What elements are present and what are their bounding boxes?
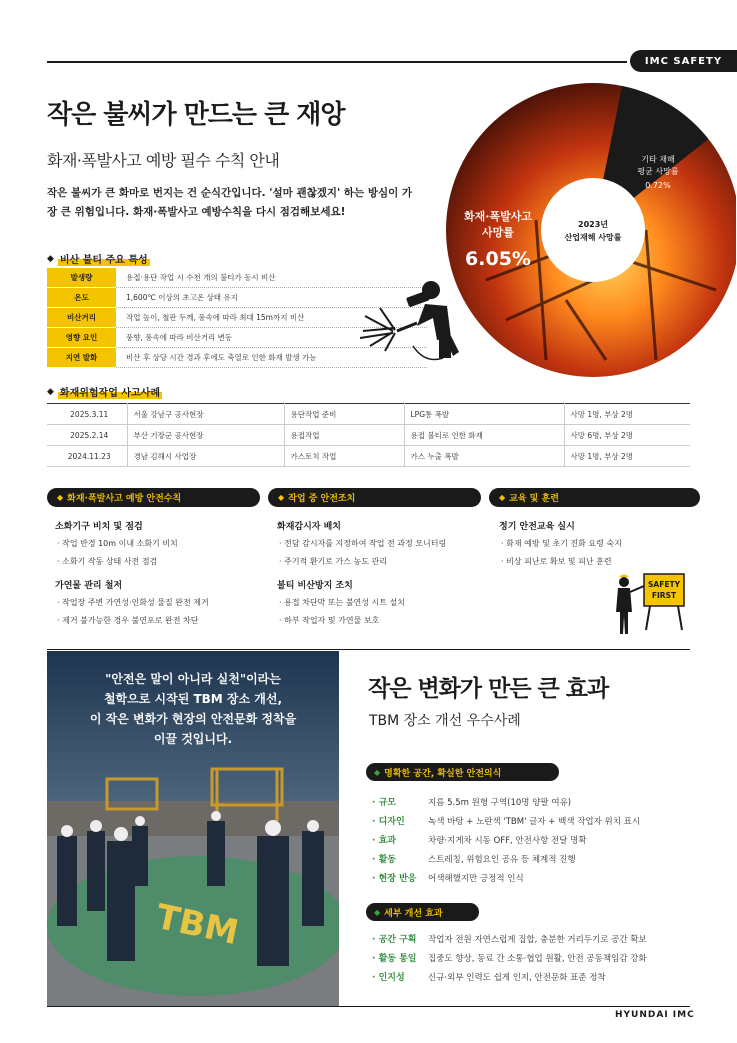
svg-text:SAFETY: SAFETY	[648, 580, 680, 589]
work-safety-pill: ◆ 작업 중 안전조치	[268, 488, 481, 507]
section-divider	[47, 649, 690, 650]
group-title: 화재감시자 배치	[277, 522, 341, 532]
svg-text:FIRST: FIRST	[651, 591, 677, 600]
table-row: 2024.11.23 경남 김해시 사업장 가스토치 작업 가스 누출 폭발 사망 1명, 부상 2명	[47, 446, 690, 467]
brand-tag: IMC SAFETY	[630, 50, 737, 72]
diamond-icon: ◆	[374, 907, 381, 917]
header-rule	[47, 61, 627, 63]
spark-heading: ◆ 비산 불티 주요 특성	[47, 251, 150, 266]
footer-brand: HYUNDAI IMC	[615, 1010, 695, 1020]
cases-table	[47, 403, 690, 467]
list-item: · 하부 작업자 및 가연물 보호	[279, 616, 380, 625]
safety-trainer-icon	[610, 572, 690, 634]
group-title: 정기 안전교육 실시	[499, 522, 575, 532]
fire-death-rate-pie	[446, 70, 736, 380]
section2-pill: ◆ 세부 개선 효과	[366, 903, 479, 921]
tbm-photo	[47, 651, 339, 1006]
section1-list	[372, 792, 640, 887]
svg-text:6.05%: 6.05%	[465, 248, 531, 270]
list-item: · 활동 통일 집중도 향상, 동료 간 소통·협업 원활, 안전 공동책임감 강화	[372, 953, 647, 964]
bottom-title: 작은 변화가 만든 큰 효과	[368, 676, 609, 702]
table-row: 영향 요인 풍향, 풍속에 따라 비산거리 변동	[47, 328, 427, 348]
list-item: · 작업 반경 10m 이내 소화기 비치	[57, 539, 178, 548]
group-title: 소화기구 비치 및 점검	[55, 522, 143, 532]
footer-rule	[47, 1006, 690, 1007]
training-pill: ◆ 교육 및 훈련	[489, 488, 700, 507]
table-row: 비산거리 작업 높이, 철판 두께, 풍속에 따라 최대 15m까지 비산	[47, 308, 427, 328]
list-item: · 활동 스트레칭, 위험요인 공유 등 체계적 진행	[372, 854, 576, 865]
page-title: 작은 불씨가 만드는 큰 재앙	[47, 100, 345, 130]
table-row: 2025.3.11 서울 강남구 공사현장 용단작업 준비 LPG통 폭발 사망 1명, 부상 2명	[47, 404, 690, 425]
diamond-icon: ◆	[278, 493, 285, 502]
group-title: 가연물 관리 철저	[55, 581, 123, 591]
diamond-icon: ◆	[499, 493, 506, 502]
table-row: 발생량 용접·용단 작업 시 수천 개의 불티가 동시 비산	[47, 268, 427, 288]
svg-text:산업재해 사망률: 산업재해 사망률	[564, 233, 622, 242]
svg-text:기타 재해: 기타 재해	[641, 155, 675, 164]
pie-center	[541, 178, 645, 282]
section1-pill: ◆ 명확한 공간, 확실한 안전의식	[366, 763, 559, 781]
list-item: · 전담 감시자를 지정하여 작업 전 과정 모니터링	[279, 539, 447, 548]
page-subtitle: 화재·폭발사고 예방 필수 수칙 안내	[47, 151, 280, 170]
diamond-icon: ◆	[47, 253, 54, 264]
list-item: · 제거 불가능한 경우 불연포로 완전 차단	[57, 616, 199, 625]
svg-text:사망률: 사망률	[482, 226, 514, 239]
diamond-icon: ◆	[57, 493, 64, 502]
diamond-icon: ◆	[47, 386, 54, 397]
bottom-subtitle: TBM 장소 개선 우수사례	[369, 713, 521, 729]
list-item: · 화재 예방 및 초기 진화 요령 숙지	[501, 539, 622, 548]
list-item: · 효과 차량·지게차 시동 OFF, 안전사항 전달 명확	[372, 835, 587, 846]
list-item: · 비상 피난로 확보 및 피난 훈련	[501, 557, 612, 566]
svg-text:2023년: 2023년	[578, 220, 608, 229]
tbm-quote: "안전은 말이 아니라 실천"이라는 철학으로 시작된 TBM 장소 개선, 이 작은 변화가 현장의 안전문화 정착을 이끌 것입니다.	[89, 672, 297, 746]
group-title: 불티 비산방지 조치	[277, 581, 353, 591]
list-item: · 소화기 작동 상태 사전 점검	[57, 557, 158, 566]
list-item: · 현장 반응 어색해했지만 긍정적 인식	[372, 873, 524, 884]
table-row: 지연 발화 비산 후 상당 시간 경과 후에도 축열로 인한 화재 발생 가능	[47, 348, 427, 368]
svg-text:TBM: TBM	[152, 896, 242, 954]
svg-text:평균 사망률: 평균 사망률	[637, 167, 679, 176]
svg-text:화재·폭발사고: 화재·폭발사고	[464, 210, 532, 223]
table-row: 2025.2.14 부산 기장군 공사현장 용접작업 용접 불티로 인한 화재 사망 6명, 부상 2명	[47, 425, 690, 446]
intro-text: 작은 불씨가 큰 화마로 번지는 건 순식간입니다. '설마 괜찮겠지' 하는 방심이 가장 큰 위험입니다. 화재·폭발사고 예방수칙을 다시 점검해보세요!	[47, 187, 413, 218]
list-item: · 인지성 신규·외부 인력도 쉽게 인지, 안전문화 표준 정착	[372, 972, 606, 983]
list-item: · 용접 차단막 또는 불연성 시트 설치	[279, 598, 405, 607]
cases-heading: ◆ 화재위험작업 사고사례	[47, 384, 162, 399]
svg-text:0.72%: 0.72%	[645, 181, 671, 190]
list-item: · 규모 지름 5.5m 원형 구역(10명 양팔 여유)	[372, 797, 572, 808]
list-item: · 공간 구획 작업자 전원 자연스럽게 집합, 충분한 거리두기로 공간 확보	[372, 934, 647, 945]
list-item: · 작업장 주변 가연성·인화성 물질 완전 제거	[57, 598, 209, 607]
list-item: · 디자인 녹색 바탕 + 노란색 'TBM' 글자 + 백색 작업자 위치 표시	[372, 816, 641, 827]
list-item: · 주기적 환기로 가스 농도 관리	[279, 557, 388, 566]
table-row: 온도 1,600℃ 이상의 초고온 상태 유지	[47, 288, 427, 308]
section2-list	[372, 929, 647, 986]
diamond-icon: ◆	[374, 767, 381, 777]
prevention-pill: ◆ 화재·폭발사고 예방 안전수칙	[47, 488, 260, 507]
